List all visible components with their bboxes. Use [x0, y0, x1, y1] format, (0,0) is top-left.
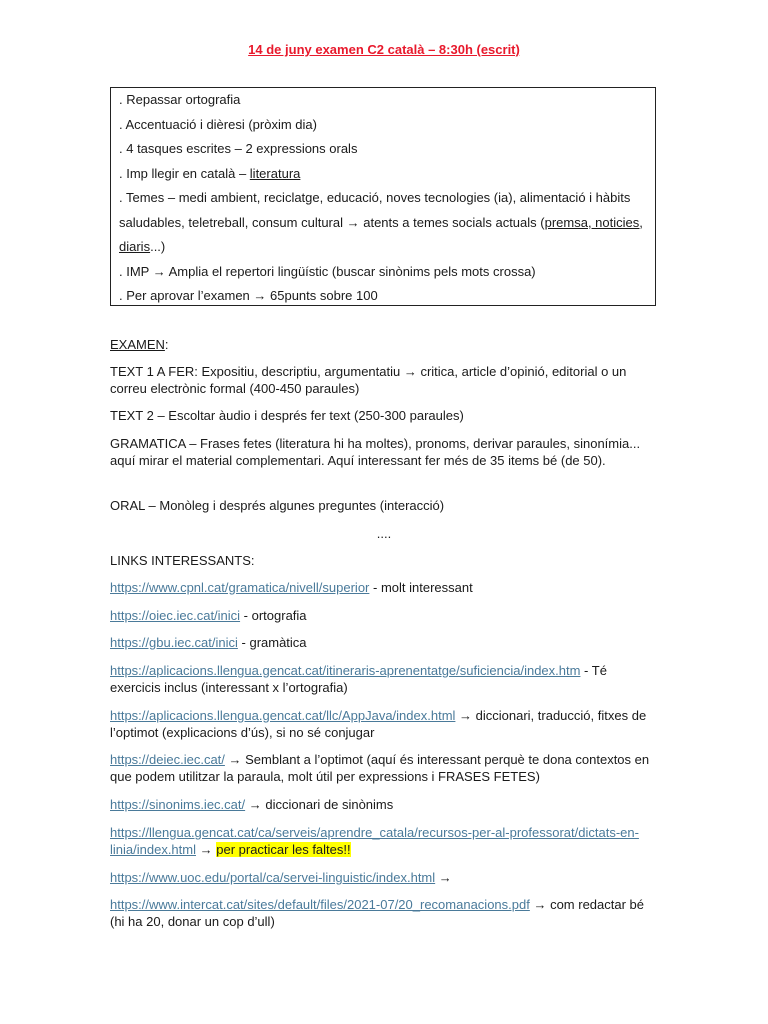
link-url[interactable]: https://www.uoc.edu/portal/ca/servei-linguistic/index.html [110, 870, 436, 885]
link-url[interactable]: https://www.intercat.cat/sites/default/files/2021-07/20_recomanacions.pdf [110, 897, 530, 912]
note-line: . Repassar ortografia [119, 92, 241, 107]
link-desc: → Semblant a l’optimot (aquí és interessant perquè te dona contextos en que podem utilitzar la paraula, molt útil per expressions i FRASES FETES) [110, 752, 650, 784]
link-url[interactable]: https://sinonims.iec.cat/ [110, 797, 246, 812]
note-line: . IMP → Amplia el repertori lingüístic (buscar sinònims pels mots crossa) [119, 263, 536, 279]
link-desc: - gramàtica [237, 635, 307, 650]
exam-heading [110, 336, 658, 353]
note-line: . 4 tasques escrites – 2 expressions orals [119, 141, 358, 156]
link-url[interactable]: https://aplicacions.llengua.gencat.cat/llc/AppJava/index.html [110, 708, 456, 723]
links-heading: LINKS INTERESSANTS: [110, 553, 255, 568]
exam-grammar: GRAMATICA – Frases fetes (literatura hi ha moltes), pronoms, derivar paraules, sinonímia... aquí mirar el material complementari. Aquí interessant fer més de 35 items bé (de 50). [110, 436, 641, 468]
literatura-underlined: literatura [249, 165, 301, 181]
link-desc: - molt interessant [369, 580, 473, 595]
link-item [110, 707, 658, 741]
link-item [110, 634, 658, 651]
page-title: 14 de juny examen C2 català – 8:30h (escrit) [248, 42, 520, 57]
note-line: . Per aprovar l’examen → 65punts sobre 100 [119, 288, 378, 303]
notes-box [110, 87, 656, 306]
link-url[interactable]: https://deiec.iec.cat/ [110, 752, 225, 767]
link-item [110, 824, 658, 858]
link-desc: - Té exercicis inclus (interessant x l’ortografia) [110, 663, 607, 695]
link-item [110, 662, 658, 696]
exam-heading-text: EXAMEN [110, 337, 165, 352]
exam-text2: TEXT 2 – Escoltar àudio i després fer text (250-300 paraules) [110, 408, 464, 423]
link-item [110, 607, 658, 624]
link-item [110, 796, 658, 813]
link-item [110, 869, 658, 886]
link-item [110, 896, 658, 930]
link-desc: → [196, 842, 217, 857]
link-desc: - ortografia [240, 608, 307, 623]
note-line-topics [119, 186, 647, 260]
link-desc: → diccionari de sinònims [245, 797, 394, 812]
exam-oral: ORAL – Monòleg i després algunes preguntes (interacció) [110, 498, 445, 513]
link-url[interactable]: https://llengua.gencat.cat/ca/serveis/aprendre_catala/recursos-per-al-professorat/dictats-en-linia/index.html [110, 825, 639, 857]
link-desc: → [435, 870, 452, 885]
link-url[interactable]: https://www.cpnl.cat/gramatica/nivell/superior [110, 580, 370, 595]
exam-heading-colon: : [164, 337, 169, 352]
exam-text1: TEXT 1 A FER: Expositiu, descriptiu, argumentatiu → critica, article d’opinió, editorial o un correu electrònic formal (400-450 paraules) [110, 364, 627, 396]
link-url[interactable]: https://gbu.iec.cat/inici [110, 635, 238, 650]
link-url[interactable]: https://aplicacions.llengua.gencat.cat/itineraris-aprenentatge/suficiencia/index.htm [110, 663, 581, 678]
link-item [110, 751, 658, 785]
link-item [110, 579, 658, 596]
highlighted-note: per practicar les faltes!! [216, 842, 351, 857]
note-line [119, 162, 647, 187]
press-underlined: premsa, noticies, diaris [119, 214, 643, 254]
link-url[interactable]: https://oiec.iec.cat/inici [110, 608, 241, 623]
link-desc: → diccionari, traducció, fitxes de l’optimot (explicacions d’ús), si no sé conjugar [110, 708, 647, 740]
note-text: ...) [150, 239, 166, 254]
note-text: . Imp llegir en català – [119, 165, 250, 181]
separator-dots: .... [376, 526, 392, 541]
note-text: . Temes – medi ambient, reciclatge, educació, noves tecnologies (ia), alimentació i hàbits saludables, teletreball, consum cultural → atents a temes socials actuals ( [119, 190, 631, 230]
note-line: . Accentuació i dièresi (pròxim dia) [119, 116, 317, 132]
link-desc: → com redactar bé (hi ha 20, donar un cop d’ull) [110, 897, 644, 929]
